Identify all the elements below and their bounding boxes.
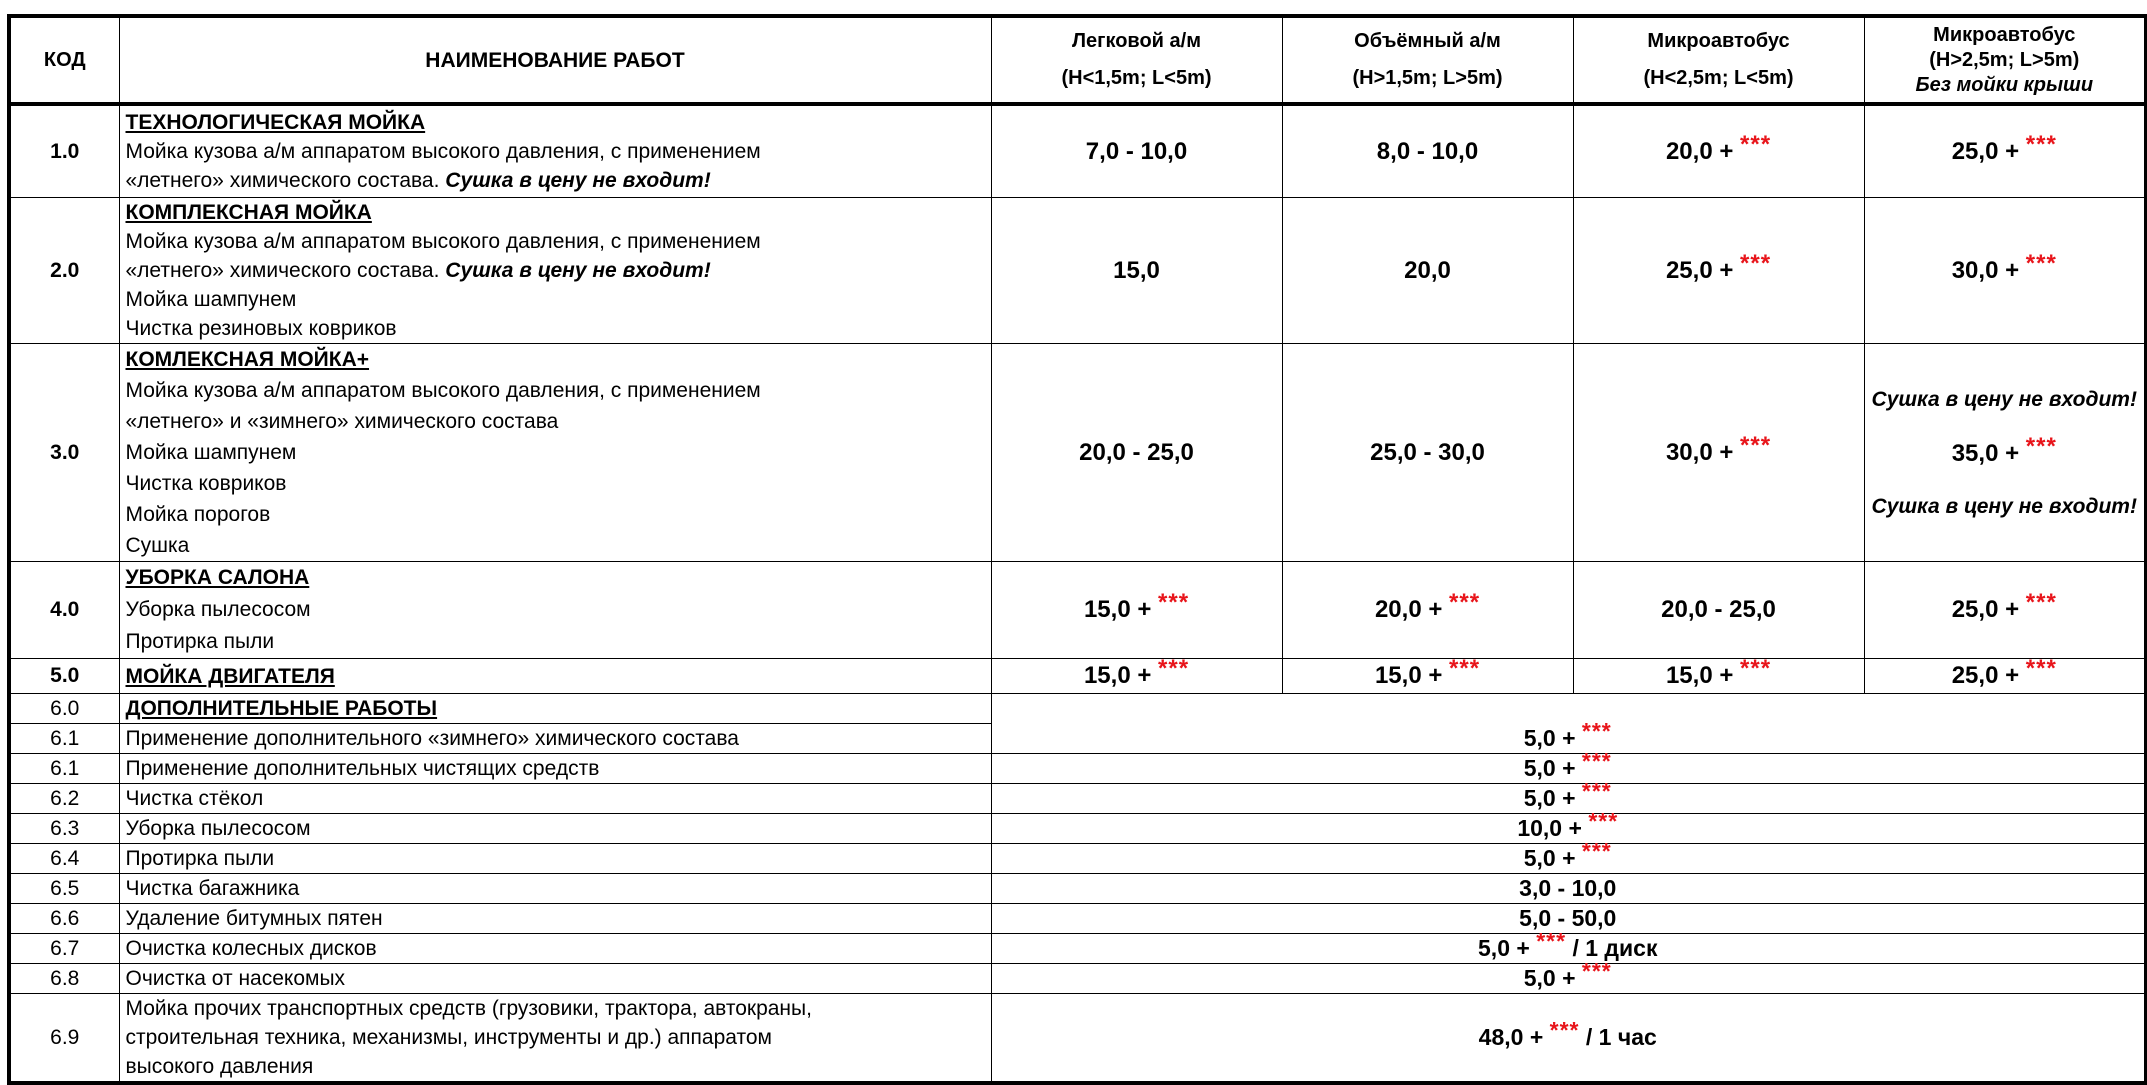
row-note: Сушка в цену не входит! — [445, 259, 711, 282]
row-code: 1.0 — [9, 104, 119, 198]
price-cell — [1864, 344, 2146, 562]
row-line: Протирка пыли — [125, 630, 275, 653]
stars-mark: *** — [1740, 431, 1772, 459]
price-cell — [1282, 562, 1573, 659]
stars-mark: *** — [1158, 589, 1190, 616]
row-line — [126, 256, 991, 285]
price-cell — [1864, 562, 2146, 659]
price-cell: 20,0 - 25,0 — [991, 344, 1282, 562]
row-title: КОМПЛЕКСНАЯ МОЙКА — [125, 201, 372, 224]
table-row — [9, 904, 2146, 934]
row-line: Уборка пылесосом — [125, 598, 311, 621]
header-col-volume-title: Объёмный а/м — [1354, 30, 1501, 52]
stars-mark: *** — [1536, 928, 1567, 954]
stars-mark: *** — [2025, 432, 2057, 460]
row-line: строительная техника, механизмы, инструменты и др.) аппаратом — [125, 1026, 772, 1049]
row-description: Применение дополнительных чистящих средств — [119, 754, 991, 784]
price-value: 10,0 + — [1517, 815, 1589, 841]
table-row — [9, 104, 2146, 198]
price-cell: 20,0 - 25,0 — [1573, 562, 1864, 659]
price-cell — [991, 655, 1282, 694]
header-col-passenger-title: Легковой а/м — [1071, 30, 1202, 52]
table-row — [9, 784, 2146, 814]
price-value: 5,0 + — [1523, 785, 1582, 811]
table-row — [9, 659, 2146, 694]
stars-mark: *** — [1549, 1017, 1580, 1043]
row-description: Уборка пылесосом — [119, 814, 991, 844]
price-cell: 15,0 — [991, 198, 1282, 344]
row-code: 6.6 — [9, 904, 119, 934]
price-cell — [1864, 104, 2146, 198]
price-cell — [1573, 104, 1864, 198]
row-description — [119, 198, 991, 344]
stars-mark: *** — [1581, 958, 1612, 984]
table-row — [9, 874, 2146, 904]
stars-mark: *** — [1449, 589, 1481, 616]
row-code: 6.7 — [9, 934, 119, 964]
price-suffix: / 1 час — [1579, 1024, 1657, 1050]
row-code: 6.4 — [9, 844, 119, 874]
price-cell — [1573, 198, 1864, 344]
row-code: 6.5 — [9, 874, 119, 904]
row-description: Удаление битумных пятен — [119, 904, 991, 934]
table-row — [9, 198, 2146, 344]
additional-price-empty — [991, 694, 2146, 724]
header-col-minibus-large — [1864, 16, 2146, 104]
row-line: Мойка кузова а/м аппаратом высокого давления, с применением — [125, 230, 761, 253]
row-line: Сушка — [125, 534, 190, 557]
row-description: Очистка колесных дисков — [119, 934, 991, 964]
header-col-volume — [1282, 16, 1573, 104]
stars-mark: *** — [2025, 249, 2057, 277]
stars-mark: *** — [1581, 748, 1612, 774]
row-description: Очистка от насекомых — [119, 964, 991, 994]
header-col-minibus-large-note: Без мойки крыши — [1915, 73, 2094, 96]
row-line-text: «летнего» химического состава. — [125, 259, 446, 282]
price-value: 5,0 + — [1523, 755, 1582, 781]
row-line: Мойка шампунем — [125, 288, 297, 311]
price-value: 15,0 + — [1083, 596, 1159, 623]
price-value: 20,0 + — [1665, 137, 1741, 165]
price-value: 30,0 + — [1665, 438, 1741, 466]
header-code: КОД — [9, 16, 119, 104]
price-table — [7, 14, 2147, 1085]
row-code: 6.2 — [9, 784, 119, 814]
row-line: Мойка кузова а/м аппаратом высокого давления, с применением — [125, 379, 761, 402]
price-cell — [991, 904, 2146, 934]
table-row — [9, 994, 2146, 1084]
price-cell — [991, 994, 2146, 1084]
row-line: Мойка порогов — [125, 503, 271, 526]
price-cell — [1282, 655, 1573, 694]
header-col-passenger-dims: (H<1,5m; L<5m) — [1061, 67, 1212, 89]
header-col-minibus-large-title: Микроавтобус — [1933, 23, 2076, 46]
price-value: 25,0 + — [1951, 596, 2026, 623]
row-line: Мойка прочих транспортных средств (грузовики, трактора, автокраны, — [125, 997, 812, 1020]
row-title: УБОРКА САЛОНА — [125, 566, 310, 589]
price-value: 48,0 + — [1478, 1024, 1550, 1050]
row-description — [119, 659, 991, 694]
row-line: Мойка кузова а/м аппаратом высокого давления, с применением — [125, 140, 761, 163]
row-description — [119, 104, 991, 198]
price-value: 30,0 + — [1951, 256, 2026, 284]
price-value: 5,0 + — [1523, 965, 1582, 991]
row-description: Чистка багажника — [119, 874, 991, 904]
price-value: 20,0 + — [1374, 596, 1450, 623]
table-row — [9, 724, 2146, 754]
row-code: 4.0 — [9, 562, 119, 659]
header-row — [9, 16, 2146, 104]
row-description: Чистка стёкол — [119, 784, 991, 814]
row-code: 6.1 — [9, 724, 119, 754]
additional-title-row — [9, 694, 2146, 724]
price-cell: 7,0 - 10,0 — [991, 104, 1282, 198]
row-title: ДОПОЛНИТЕЛЬНЫЕ РАБОТЫ — [125, 697, 438, 720]
price-value: 3,0 - 10,0 — [1519, 875, 1617, 901]
row-line: Чистка резиновых ковриков — [125, 317, 397, 340]
header-col-minibus-large-dims: (H>2,5m; L>5m) — [1929, 48, 2080, 71]
row-line: Чистка ковриков — [125, 472, 287, 495]
row-code: 2.0 — [9, 198, 119, 344]
price-cell — [1573, 344, 1864, 562]
price-cell — [991, 748, 2146, 784]
table-row — [9, 344, 2146, 562]
row-code: 3.0 — [9, 344, 119, 562]
price-cell: 20,0 — [1282, 198, 1573, 344]
header-col-minibus-small — [1573, 16, 1864, 104]
price-cell — [1864, 198, 2146, 344]
row-description: Применение дополнительного «зимнего» химического состава — [119, 724, 991, 754]
table-row — [9, 844, 2146, 874]
row-title: МОЙКА ДВИГАТЕЛЯ — [125, 664, 335, 688]
stars-mark: *** — [2025, 130, 2057, 158]
row-line: «летнего» и «зимнего» химического состава — [125, 410, 559, 433]
price-value: 5,0 + — [1523, 845, 1582, 871]
header-col-volume-dims: (H>1,5m; L>5m) — [1352, 67, 1503, 89]
price-value: 25,0 + — [1951, 662, 2026, 689]
row-title: КОМЛЕКСНАЯ МОЙКА+ — [125, 348, 370, 371]
price-value: 25,0 + — [1951, 137, 2026, 165]
row-note: Сушка в цену не входит! — [445, 169, 711, 192]
price-cell — [991, 928, 2146, 964]
dry-note: Сушка в цену не входит! — [1871, 494, 2137, 518]
stars-mark: *** — [1740, 130, 1772, 158]
price-value: 25,0 + — [1665, 256, 1741, 284]
price-suffix: / 1 диск — [1566, 935, 1658, 961]
row-line — [126, 166, 991, 195]
header-col-minibus-small-title: Микроавтобус — [1647, 30, 1790, 52]
table-row — [9, 934, 2146, 964]
price-value: 15,0 + — [1083, 662, 1159, 689]
stars-mark: *** — [1740, 655, 1772, 682]
row-code: 6.0 — [9, 694, 119, 724]
stars-mark: *** — [1449, 655, 1481, 682]
row-code: 6.3 — [9, 814, 119, 844]
row-code: 6.9 — [9, 994, 119, 1084]
price-cell — [991, 874, 2146, 904]
price-cell — [991, 838, 2146, 874]
stars-mark: *** — [1581, 717, 1612, 744]
price-cell: 8,0 - 10,0 — [1282, 104, 1573, 198]
stars-mark: *** — [1740, 249, 1772, 277]
row-line-text: «летнего» химического состава. — [125, 169, 446, 192]
stars-mark: *** — [1581, 838, 1612, 864]
stars-mark: *** — [2025, 655, 2057, 682]
price-value: 5,0 - 50,0 — [1519, 905, 1617, 931]
dry-note: Сушка в цену не входит! — [1871, 387, 2137, 411]
price-value: 5,0 + — [1478, 935, 1537, 961]
stars-mark: *** — [1588, 808, 1619, 834]
row-line: Мойка шампунем — [125, 441, 297, 464]
row-code: 6.1 — [9, 754, 119, 784]
price-cell — [991, 808, 2146, 844]
header-col-passenger — [991, 16, 1282, 104]
table-row — [9, 754, 2146, 784]
price-value: 35,0 + — [1951, 439, 2026, 467]
stars-mark: *** — [1158, 655, 1190, 682]
row-line: высокого давления — [125, 1055, 314, 1078]
table-row — [9, 562, 2146, 659]
price-value: 15,0 + — [1374, 662, 1450, 689]
price-cell — [991, 778, 2146, 814]
row-code: 6.8 — [9, 964, 119, 994]
row-description — [119, 344, 991, 562]
price-cell — [991, 958, 2146, 994]
table-row — [9, 814, 2146, 844]
table-row — [9, 964, 2146, 994]
stars-mark: *** — [1581, 778, 1612, 804]
header-name: НАИМЕНОВАНИЕ РАБОТ — [119, 16, 991, 104]
price-cell — [1573, 655, 1864, 694]
row-description — [119, 994, 991, 1084]
price-value: 15,0 + — [1665, 662, 1741, 689]
row-description — [119, 694, 991, 724]
row-code: 5.0 — [9, 659, 119, 694]
row-description — [119, 562, 991, 659]
price-cell — [991, 717, 2146, 754]
row-description: Протирка пыли — [119, 844, 991, 874]
header-col-minibus-small-dims: (H<2,5m; L<5m) — [1643, 67, 1794, 89]
stars-mark: *** — [2025, 589, 2057, 616]
price-value: 5,0 + — [1523, 724, 1582, 751]
row-title: ТЕХНОЛОГИЧЕСКАЯ МОЙКА — [125, 111, 426, 134]
price-cell: 25,0 - 30,0 — [1282, 344, 1573, 562]
price-cell — [991, 562, 1282, 659]
price-cell — [1864, 655, 2146, 694]
